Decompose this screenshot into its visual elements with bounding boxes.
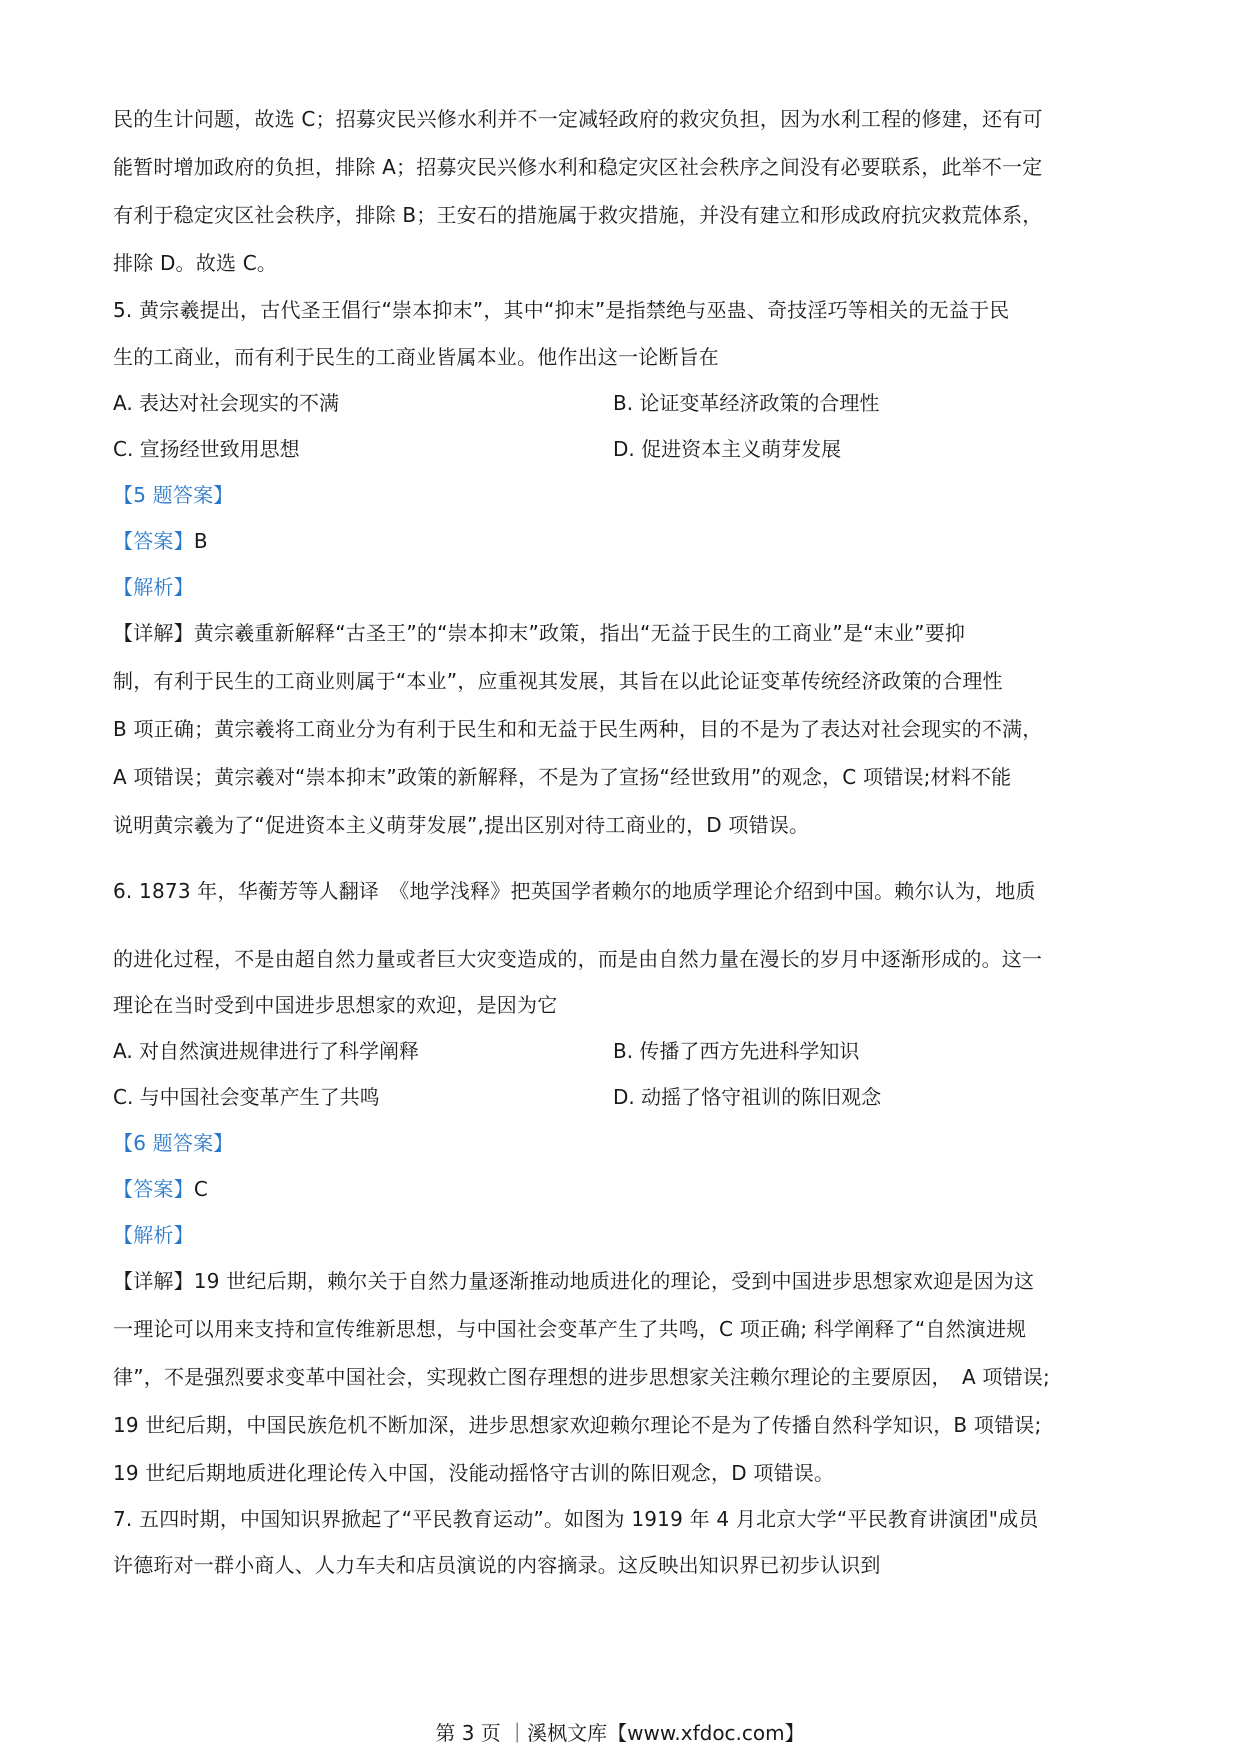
q5-analysis-label: 【解析】 [113,575,194,599]
q5-stem-line: 生的工商业，而有利于民生的工商业皆属本业。他作出这一论断旨在 [113,345,719,369]
q5-option-a: A. 表达对社会现实的不满 [113,391,340,415]
q6-stem-line: 6. 1873 年，华蘅芳等人翻译 《地学浅释》把英国学者赖尔的地质学理论介绍到中国。赖尔认为，地质 [113,879,1036,903]
q6-option-b: B. 传播了西方先进科学知识 [613,1039,860,1063]
q6-analysis-label: 【解析】 [113,1223,194,1247]
q6-answer-header: 【6 题答案】 [113,1131,234,1155]
q5-stem-line: 5. 黄宗羲提出，古代圣王倡行“崇本抑末”，其中“抑末”是指禁绝与巫蛊、奇技淫巧等相关的无益于民 [113,298,1010,322]
page-footer: 第 3 页 ｜溪枫文库【www.xfdoc.com】 [435,1721,805,1745]
q5-detail-line: 【详解】黄宗羲重新解释“古圣王”的“崇本抑末”政策，指出“无益于民生的工商业”是“末业”要抑 [113,621,966,645]
q4-analysis-line: 排除 D。故选 C。 [113,251,278,275]
q4-analysis-line: 有利于稳定灾区社会秩序，排除 B；王安石的措施属于救灾措施，并没有建立和形成政府抗灾救荒体系， [113,203,1043,227]
q5-answer [113,528,1140,554]
q4-analysis-line: 能暂时增加政府的负担，排除 A；招募灾民兴修水利和稳定灾区社会秩序之间没有必要联系，此举不一定 [113,155,1043,179]
q4-analysis-line: 民的生计问题，故选 C；招募灾民兴修水利并不一定减轻政府的救灾负担，因为水利工程的修建，还有可 [113,107,1043,131]
q5-option-b: B. 论证变革经济政策的合理性 [613,391,880,415]
q6-detail-line: 一理论可以用来支持和宣传维新思想，与中国社会变革产生了共鸣，C 项正确; 科学阐释了“自然演进规 [113,1317,1027,1341]
q5-detail-line: A 项错误；黄宗羲对“崇本抑末”政策的新解释，不是为了宣扬“经世致用”的观念，C 项错误;材料不能 [113,765,1012,789]
q5-detail-line: 制，有利于民生的工商业则属于“本业”，应重视其发展，其旨在以此论证变革传统经济政策的合理性 [113,669,1003,693]
q5-option-d: D. 促进资本主义萌芽发展 [613,437,842,461]
q6-stem-line: 理论在当时受到中国进步思想家的欢迎，是因为它 [113,993,558,1017]
answer-label: 【答案】 [113,529,194,553]
answer-label: 【答案】 [113,1177,194,1201]
q6-option-d: D. 动摇了恪守祖训的陈旧观念 [613,1085,882,1109]
q6-detail-line: 19 世纪后期，中国民族危机不断加深，进步思想家欢迎赖尔理论不是为了传播自然科学知识，B 项错误; [113,1413,1042,1437]
q6-answer [113,1176,1140,1202]
q5-detail-line: B 项正确；黄宗羲将工商业分为有利于民生和和无益于民生两种，目的不是为了表达对社会现实的不满， [113,717,1043,741]
q6-stem-line: 的进化过程，不是由超自然力量或者巨大灾变造成的，而是由自然力量在漫长的岁月中逐渐形成的。这一 [113,947,1043,971]
q5-answer-header: 【5 题答案】 [113,483,234,507]
q7-stem-line: 7. 五四时期，中国知识界掀起了“平民教育运动”。如图为 1919 年 4 月北京大学“平民教育讲演团"成员 [113,1507,1039,1531]
q7-stem-line: 许德珩对一群小商人、人力车夫和店员演说的内容摘录。这反映出知识界已初步认识到 [113,1553,881,1577]
answer-value: B [193,529,208,553]
q6-detail-line: 律”，不是强烈要求变革中国社会，实现救亡图存理想的进步思想家关注赖尔理论的主要原因， A 项错误; [113,1365,1050,1389]
q5-detail-line: 说明黄宗羲为了“促进资本主义萌芽发展”,提出区别对待工商业的，D 项错误。 [113,813,810,837]
q6-detail-line: 【详解】19 世纪后期，赖尔关于自然力量逐渐推动地质进化的理论，受到中国进步思想家欢迎是因为这 [113,1269,1035,1293]
q6-option-a: A. 对自然演进规律进行了科学阐释 [113,1039,420,1063]
q5-option-c: C. 宣扬经世致用思想 [113,437,300,461]
answer-value: C [193,1177,208,1201]
q6-detail-line: 19 世纪后期地质进化理论传入中国，没能动摇恪守古训的陈旧观念，D 项错误。 [113,1461,835,1485]
q6-option-c: C. 与中国社会变革产生了共鸣 [113,1085,380,1109]
